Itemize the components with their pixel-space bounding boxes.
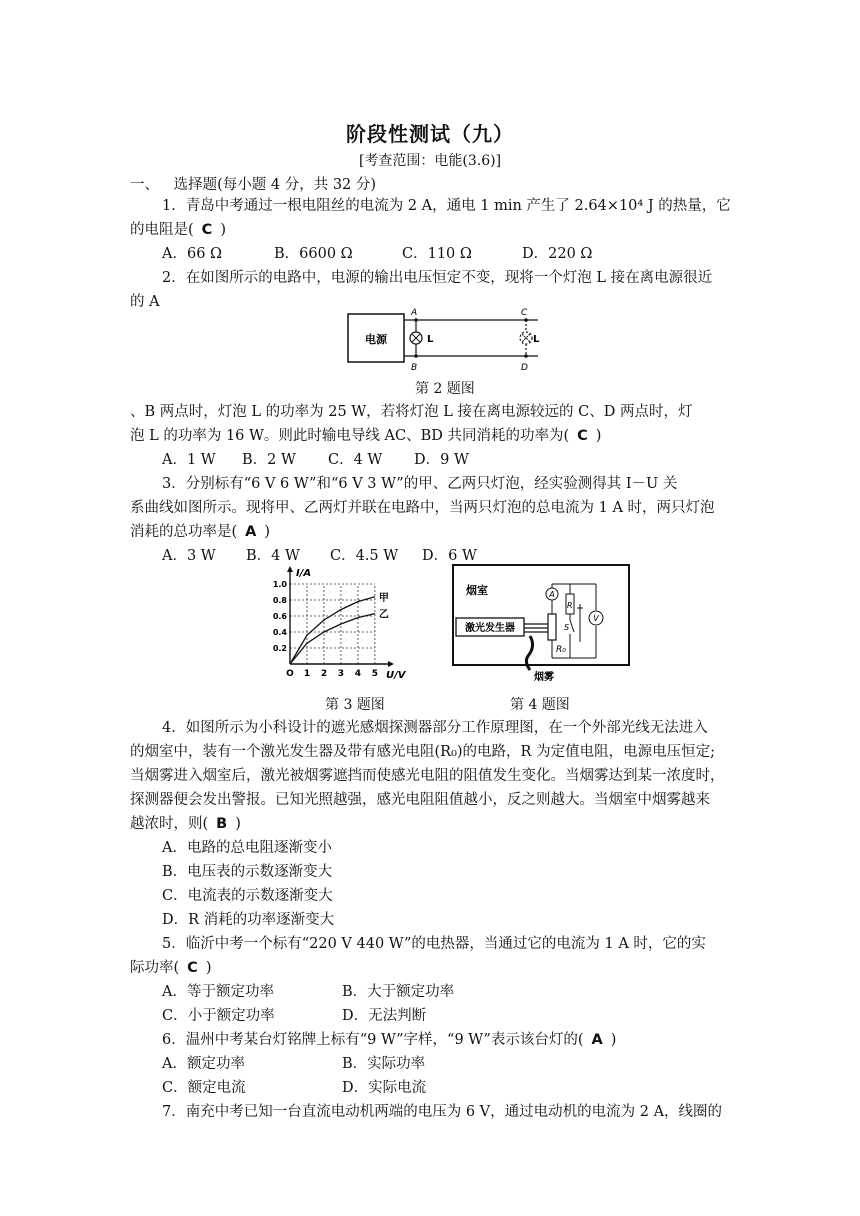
y-tick-label: 0.6 [272, 612, 287, 621]
q7-text-line1: 7．南充中考已知一台直流电动机两端的电压为 6 V，通过电动机的电流为 2 A，线圈的 [162, 1104, 723, 1120]
q4-text-line2: 的烟室中，装有一个激光发生器及带有感光电阻(R₀)的电路，R 为定值电阻，电源电压恒定; [130, 744, 715, 760]
y-axis-label: I/A [296, 568, 312, 579]
q5-option-a: A．等于额定功率 [162, 984, 274, 1000]
q6-option-d: D．实际电流 [342, 1080, 427, 1096]
q2-option-a: A．1 W [162, 452, 216, 468]
q6-answer: A [591, 1032, 603, 1048]
q2-option-d: D．9 W [414, 452, 469, 468]
q5-option-b: B．大于额定功率 [342, 984, 455, 1000]
section-label: 选择题 [173, 177, 218, 193]
q2-text-line1: 2．在如图所示的电路中，电源的输出电压恒定不变，现将一个灯泡 L 接在离电源很近 [162, 270, 713, 286]
series-line-2 [290, 614, 375, 664]
ammeter-label: A [549, 590, 555, 599]
photoresistor-r0 [548, 614, 556, 640]
x-tick-label: 5 [371, 669, 379, 679]
x-axis-label: U/V [386, 670, 406, 681]
q3-figure-caption: 第 3 题图 [325, 697, 385, 713]
q4-option-d: D．R 消耗的功率逐渐变大 [162, 912, 335, 928]
section-header [130, 175, 376, 195]
q2-answer: C [577, 428, 588, 444]
q5-answer: C [187, 960, 198, 976]
lamp-l-label-1: L [427, 334, 434, 345]
switch-s [570, 620, 574, 632]
q4-option-b: B．电压表的示数逐渐变大 [162, 864, 333, 880]
q3-answer: A [245, 524, 257, 540]
q6-options-row2 [162, 1078, 426, 1098]
x-tick-label: 1 [303, 669, 311, 679]
point-c-label: C [521, 308, 528, 318]
q4-option-a: A．电路的总电阻逐渐变小 [162, 840, 332, 856]
q5-options-row2 [162, 1006, 426, 1026]
q5-stem: 际功率( [130, 960, 180, 976]
q1-text-line2 [130, 220, 226, 240]
q1-option-b: B．6600 Ω [274, 246, 353, 262]
q4-smoke-detector-figure [452, 564, 630, 684]
y-tick-label: 0.2 [272, 644, 287, 653]
q5-paren: ) [205, 960, 212, 976]
q2-text-line2: 的 A [130, 294, 160, 310]
q4-text-line4: 探测器便会发出警报。已知光照越强，感光电阻阻值越小，反之则越大。当烟室中烟雾越来 [130, 792, 710, 808]
q3-text-line2: 系曲线如图所示。现将甲、乙两灯并联在电路中，当两只灯泡的总电流为 1 A 时，两只灯泡 [130, 500, 715, 516]
q3-options [162, 546, 477, 566]
q6-option-b: B．实际功率 [342, 1056, 426, 1072]
q2-paren: ) [595, 428, 602, 444]
q5-option-d: D．无法判断 [342, 1008, 427, 1024]
q3-stem: 消耗的总功率是( [130, 524, 238, 540]
laser-generator-label: 激光发生器 [465, 623, 515, 634]
q1-option-a: A．66 Ω [162, 246, 223, 262]
page-title: 阶段性测试（九） [346, 122, 514, 146]
x-tick-label: 4 [354, 669, 362, 679]
q4-text-line5 [130, 814, 241, 834]
q6-options-row1 [162, 1054, 425, 1074]
q3-option-c: C．4.5 W [330, 548, 399, 564]
q5-text-line2 [130, 958, 212, 978]
q1-paren: ) [220, 222, 226, 238]
lamp-l-label-2: L [533, 334, 540, 345]
q6-option-c: C．额定电流 [162, 1080, 246, 1096]
q2-circuit-figure [340, 306, 540, 376]
q1-text-line1: 1．青岛中考通过一根电阻丝的电流为 2 A，通电 1 min 产生了 2.64×10⁴ J 的热量，它 [162, 198, 731, 214]
y-axis-arrow [287, 566, 293, 572]
x-tick-label: O [286, 669, 294, 679]
q3-text-line1: 3．分别标有“6 V 6 W”和“6 V 3 W”的甲、乙两只灯泡，经实验测得其 I－U 关 [162, 476, 678, 492]
q4-stem: 越浓时，则( [130, 816, 209, 832]
q6-paren: ) [610, 1032, 617, 1048]
q2-text-line4 [130, 426, 601, 446]
x-tick-label: 2 [320, 669, 328, 679]
q1-answer: C [201, 222, 213, 238]
q2-option-b: B．2 W [242, 452, 296, 468]
section-note: (每小题 4 分，共 32 分) [217, 177, 377, 193]
y-tick-label: 0.4 [272, 628, 287, 637]
exam-scope: [考查范围：电能(3.6)] [358, 153, 502, 169]
point-b-label: B [411, 363, 418, 373]
x-tick-label: 3 [337, 669, 345, 679]
q2-text-line3: 、B 两点时，灯泡 L 的功率为 25 W，若将灯泡 L 接在离电源较远的 C、D 两点时，灯 [130, 404, 693, 420]
y-tick-label: 1.0 [272, 580, 287, 589]
power-source-label: 电源 [365, 333, 387, 346]
point-d-label: D [521, 363, 528, 373]
smoke-label: 烟雾 [534, 672, 554, 683]
q5-text-line1: 5．临沂中考一个标有“220 V 440 W”的电热器，当通过它的电流为 1 A 时，它的实 [162, 936, 706, 952]
q5-options-row1 [162, 982, 454, 1002]
q2-stem: 泡 L 的功率为 16 W。则此时输电导线 AC、BD 共同消耗的功率为( [130, 428, 570, 444]
q3-iu-chart [262, 566, 412, 682]
lamp-icon-dashed [520, 332, 532, 344]
q3-option-a: A．3 W [162, 548, 216, 564]
q5-option-c: C．小于额定功率 [162, 1008, 275, 1024]
q4-text-line3: 当烟雾进入烟室后，激光被烟雾遮挡而使感光电阻的阻值发生变化。当烟雾达到某一浓度时， [130, 768, 725, 784]
q4-figure-caption: 第 4 题图 [510, 697, 570, 713]
q3-option-b: B．4 W [246, 548, 300, 564]
q1-options [162, 244, 592, 264]
q3-text-line3 [130, 522, 270, 542]
q3-paren: ) [264, 524, 271, 540]
q6-text-line1 [162, 1030, 616, 1050]
q1-stem: 的电阻是( [130, 222, 194, 238]
smoke-room-label: 烟室 [466, 584, 488, 597]
q1-option-c: C．110 Ω [402, 246, 472, 262]
series-label-1: 甲 [378, 592, 389, 604]
q2-figure-caption: 第 2 题图 [415, 381, 475, 397]
q3-option-d: D．6 W [422, 548, 477, 564]
q6-option-a: A．额定功率 [162, 1056, 245, 1072]
point-a-label: A [411, 308, 418, 318]
q4-answer: B [216, 816, 228, 832]
section-number: 一、 [130, 177, 159, 193]
q4-text-line1: 4．如图所示为小科设计的遮光感烟探测器部分工作原理图，在一个外部光线无法进入 [162, 720, 708, 736]
series-label-2: 乙 [378, 609, 389, 621]
r0-label: R₀ [556, 645, 566, 655]
voltmeter-label: V [593, 614, 599, 623]
r-label: R [567, 601, 573, 610]
q4-paren: ) [235, 816, 241, 832]
q2-option-c: C．4 W [328, 452, 383, 468]
y-tick-label: 0.8 [272, 596, 287, 605]
s-label: S [564, 623, 570, 632]
q1-option-d: D．220 Ω [522, 246, 593, 262]
q2-options [162, 450, 469, 470]
series-line-1 [290, 597, 375, 664]
q6-stem: 6．温州中考某台灯铭牌上标有“9 W”字样，“9 W”表示该台灯的( [162, 1032, 584, 1048]
x-axis-arrow [388, 661, 394, 667]
q4-option-c: C．电流表的示数逐渐变大 [162, 888, 333, 904]
